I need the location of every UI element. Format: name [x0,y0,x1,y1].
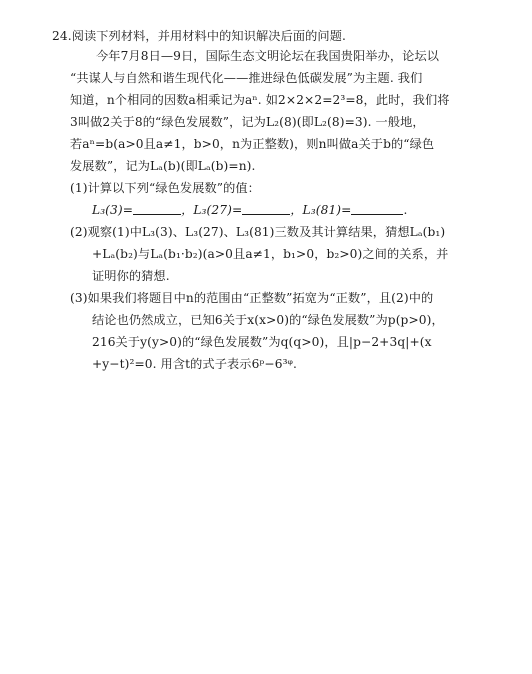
part3-line: 216关于y(y>0)的“绿色发展数”为q(q>0)，且|p−2+3q|+(x [92,335,432,349]
material-line: 若aⁿ=b(a>0且a≠1，b>0，n为正整数)，则n叫做a关于b的“绿色 [70,137,435,151]
material-line: 3叫做2关于8的“绿色发展数”，记为L₂(8)(即L₂(8)=3). 一般地， [70,115,425,129]
part1-item: ，L₃(27)= [181,203,243,217]
answer-blank[interactable] [133,202,181,215]
part2-line: 证明你的猜想. [92,269,170,283]
part1-answers [92,202,407,218]
part2-line: +Lₐ(b₂)与Lₐ(b₁·b₂)(a>0且a≠1，b₁>0，b₂>0)之间的关系，并 [92,247,449,261]
question-number: 24. [52,29,72,43]
part3-line: (3)如果我们将题目中n的范围由“正整数”拓宽为“正数”，且(2)中的 [70,291,434,305]
part1-item: ，L₃(81)= [290,203,352,217]
part1-item: L₃(3)= [92,203,134,217]
material-line: 知道，n个相同的因数a相乘记为aⁿ. 如2×2×2=2³=8，此时，我们将 [70,93,450,107]
material-line: “共谋人与自然和谐生现代化——推进绿色低碳发展”为主题. 我们 [70,71,423,85]
question-header [52,28,346,44]
material-line: 发展数”，记为Lₐ(b)(即Lₐ(b)=n). [70,159,256,173]
answer-blank[interactable] [351,202,403,215]
part2-line: (2)观察(1)中L₃(3)、L₃(27)、L₃(81)三数及其计算结果，猜想Lₐ(b₁) [70,225,446,239]
part1-item: . [403,203,408,217]
question-instruction: 阅读下列材料，并用材料中的知识解决后面的问题. [71,29,346,43]
part3-line: +y−t)²=0. 用含t的式子表示6ᵖ−6³ᵠ. [92,357,297,371]
material-line: 今年7月8日—9日，国际生态文明论坛在我国贵阳举办，论坛以 [96,49,440,63]
part3-line: 结论也仍然成立，已知6关于x(x>0)的“绿色发展数”为p(p>0)， [92,313,444,327]
part1-prompt: (1)计算以下列“绿色发展数”的值： [70,181,260,195]
answer-blank[interactable] [242,202,290,215]
